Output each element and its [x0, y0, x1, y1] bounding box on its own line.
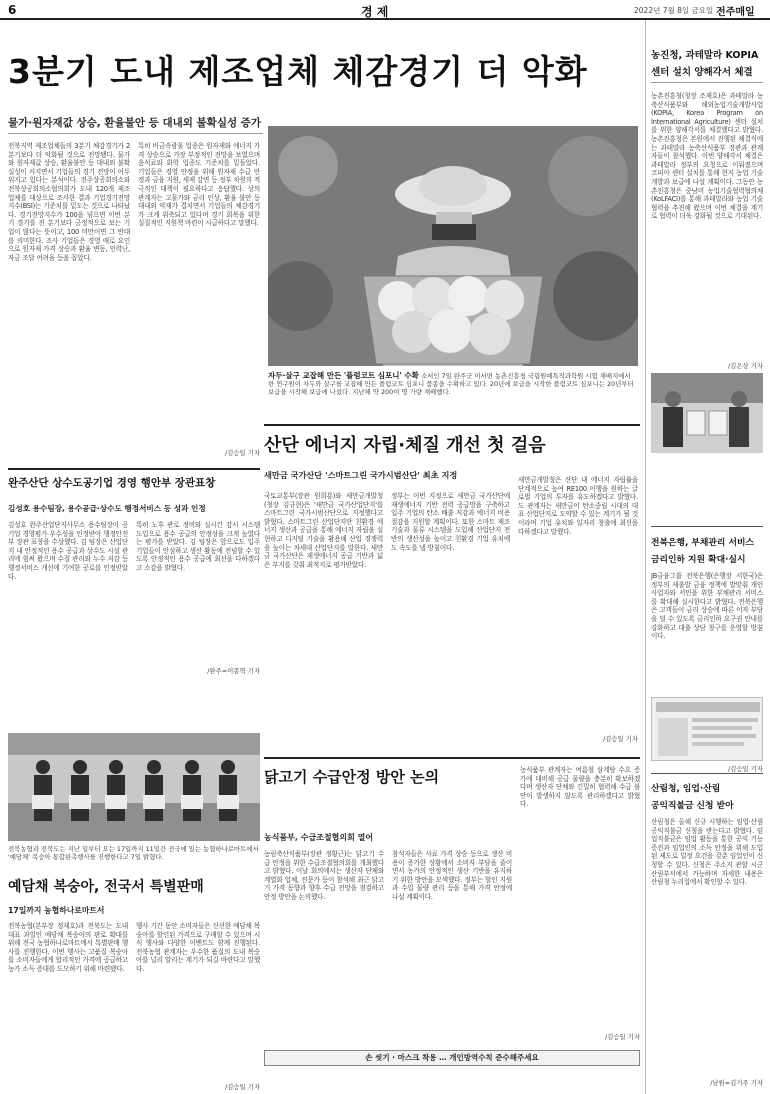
- chicken-subhead: 농식품부, 수급조절협의회 열어: [264, 833, 374, 842]
- energy-body-3: 새만금개발청은 산단 내 에너지 자립률을 단계적으로 높여 RE100 이행을 원하는 글로벌 기업의 투자를 유도하겠다고 밝혔다. 도 관계자는 새만금이 탄소중립 시대의 대표 산업단지로 도약할 수 있는 계기가 될 것이라며 기업 유치와 일자리 창출에 최선을 다하겠다고 말했다.: [518, 476, 638, 536]
- lead-byline: /김승일 기자: [224, 449, 260, 457]
- column-divider: [645, 20, 646, 1094]
- energy-byline: /김승일 기자: [602, 735, 638, 743]
- chicken-headline: 닭고기 수급안정 방안 논의: [264, 768, 440, 786]
- chicken-body-2: 참석자들은 사료 가격 상승 등으로 생산 비용이 증가한 상황에서 소비자 부담을 줄이면서 농가의 안정적인 생산 기반을 유지하기 위한 방안을 모색했다. 정부는 할인 지원과 수입 물량 관리 등을 통해 가격 안정에 나설 계획이다.: [392, 850, 512, 901]
- energy-body-1: 국토교통부(장관 원희룡)와 새만금개발청(청장 김규현)은 '새만금 국가산업단지'를 스마트그린 국가시범산단으로 지정했다고 밝혔다. 스마트그린 산업단지란 친환경 에너지 생산과 공급을 통해 에너지 자립을 실현하고 디지털 기술을 활용해 산업 경쟁력을 높이는 차세대 산업단지를 말한다. 새만금 국가산단은 재생에너지 공급 기반과 넓은 부지를 갖춰 최적지로 평가받았다.: [264, 492, 383, 569]
- bank-title-1: 전북은행, 부채관리 서비스: [651, 538, 754, 548]
- page-header: [0, 0, 770, 20]
- lead-subhead: 물가·원자재값 상승, 환율불안 등 대내외 불확실성 증가: [8, 117, 262, 129]
- harvest-caption-title: 자두·살구 교잡해 만든 '플럼코트 심포니' 수확: [268, 371, 419, 380]
- bank-poster: [651, 697, 763, 761]
- wanju-headline: 완주산단 상수도공기업 경영 행안부 장관표창: [8, 477, 216, 489]
- chicken-body-3: 농식품부 관계자는 여름철 삼계탕 수요 증가에 대비해 공급 물량을 충분히 확보하겠다며 생산자 단체와 긴밀히 협력해 수급 불안이 발생하지 않도록 관리하겠다고 밝혔다.: [520, 766, 640, 809]
- peach-headline: 예담채 복숭아, 전국서 특별판매: [8, 879, 204, 895]
- bank-byline: /김승일 기자: [727, 765, 763, 773]
- mou-signing-photo: [651, 373, 763, 453]
- harvest-photo: [268, 126, 638, 366]
- forest-body: 산림청은 올해 신규 시행하는 임업·산림 공익직불금 신청을 받는다고 밝혔다. 임업직불금은 임업 활동을 통한 공익 기능 증진과 임업인의 소득 안정을 위해 도입된 제도로 일정 요건을 갖춘 임업인이 신청할 수 있다. 신청은 주소지 관할 시군 산림부서에서 가능하며 자세한 내용은 산림청 누리집에서 확인할 수 있다.: [651, 818, 763, 887]
- harvest-caption-body: 소서인 7일 완주군 이서면 농촌진흥청 국립원예특작과학원 시험 재배지에서 한 연구원이 자두와 살구를 교잡해 만든 플럼코트 심포니 품종을 수확하고 있다. 20년에 보급을 시작한 플럼코트 심포니는 20년부터 보급을 시작해 보급에 나섰다. 지난해 약 200여 명 가량 재배했다.: [268, 372, 634, 397]
- divider: [8, 133, 263, 134]
- peach-promo-photo: [8, 733, 260, 841]
- lead-body-left: 전북지역 제조업체들의 3분기 체감경기가 2분기보다 더 악화될 것으로 전망됐다. 물가와 원자재값 상승, 환율불안 등 대내외 불확실성이 커지면서 기업들의 경기 전망이 어두워지고 있다는 분석이다. 전주상공회의소와 전북상공회의소협의회가 도내 120개 제조업체를 대상으로 조사한 결과 기업경기전망지수(BSI)는 기준치를 밑도는 것으로 나타났다. 경기전망지수가 100을 넘으면 이번 분기 경기를 전 분기보다 긍정적으로 보는 기업이 많다는 뜻이고, 100 미만이면 그 반대를 의미한다. 조사 기업들은 경영 애로 요인으로 원자재 가격 상승과 환율 변동, 인력난, 자금 조달 어려움 등을 꼽았다.: [8, 142, 130, 262]
- issue-date: 2022년 7월 8일 금요일: [634, 6, 714, 15]
- wanju-body-left: 김성호 완주산업단지사무소 용수팀장이 공기업 경영평가 우수성을 인정받아 행정안전부 장관 표창을 수상했다. 김 팀장은 산업단지 내 안정적인 용수 공급과 상수도 시설 관리에 힘써 왔으며 수질 관리와 누수 저감 등 행정서비스 개선에 기여한 공로를 인정받았다.: [8, 521, 128, 581]
- page-number: 6: [8, 3, 17, 17]
- bank-title-2: 금리인하 지원 확대·실시: [651, 555, 746, 565]
- peach-byline: /김승일 기자: [224, 1083, 260, 1091]
- energy-headline: 산단 에너지 자립·체질 개선 첫 걸음: [264, 435, 546, 456]
- divider: [8, 468, 260, 470]
- divider: [651, 773, 763, 774]
- kopia-title-2: 센터 설치 양해각서 체결: [651, 67, 753, 78]
- harvest-caption: [268, 372, 638, 420]
- orchard-scene: [268, 126, 638, 366]
- peach-subhead: 17일까지 농협하나로마트서: [8, 906, 105, 915]
- newspaper-name: 전주매일: [716, 7, 755, 18]
- peach-body-left: 전북농협(본부장 정재호)과 전북도는 도내 대표 과일인 예담채 복숭아의 판로 확대를 위해 전국 농협하나로마트에서 특별판매 행사를 진행한다. 이번 행사는 고품질 복숭아를 소비자들에게 합리적인 가격에 공급하고 농가 소득 증대를 도모하기 위해 마련됐다.: [8, 922, 128, 973]
- peach-body-right: 행사 기간 동안 소비자들은 신선한 예담채 복숭아를 할인된 가격으로 구매할 수 있으며 시식 행사와 다양한 이벤트도 함께 진행된다. 전북농협 관계자는 우수한 품질의 도내 복숭아를 널리 알리는 계기가 되길 바란다고 말했다.: [136, 922, 260, 973]
- wanju-subhead: 김성호 용수팀장, 용수공급·상수도 행정서비스 등 성과 인정: [8, 504, 206, 513]
- divider: [264, 424, 640, 426]
- kopia-byline: /김은상 기자: [727, 362, 763, 370]
- energy-body-2: 정부는 이번 지정으로 새만금 국가산단에 재생에너지 기반 전력 공급망을 구축하고 입주 기업의 탄소 배출 저감과 에너지 비용 절감을 지원할 계획이다. 또한 스마트 제조 기술과 물류 시스템을 도입해 산업단지 전반의 생산성을 높이고 친환경 기업 유치에도 속도를 낼 방침이다.: [391, 492, 510, 552]
- kopia-body: 농촌진흥청(청장 조재호)은 과테말라 농축산식품부와 해외농업기술개발사업(KOPIA, Korea Program on International Agriculture) 센터 설치를 위한 양해각서를 체결했다고 밝혔다. 농촌진흥청은 본원에서 진행된 체결식에는 과테말라 농축산식품부 장관과 관계자들이 참석했다. 이번 양해각서 체결은 과테말라 정부의 요청으로 이뤄졌으며 코피아 센터 설치를 통해 현지 농업 기술 개발과 보급에 나설 계획이다. 그동안 농촌진흥청은 중남미 농업기술협력협의체(KoLFACI)를 통해 과테말라와 농업 기술 협력을 추진해 왔으며 이번 체결을 계기로 협력이 더욱 강화될 것으로 기대된다.: [651, 92, 763, 221]
- quarantine-banner: 손 씻기 · 마스크 착용 … 개인방역수칙 준수해주세요: [264, 1050, 640, 1066]
- divider: [651, 526, 763, 527]
- bank-body: JB금융그룹 전북은행(은행장 서한국)은 정부의 새출발 금융 정책에 발맞춰 개인사업자와 서민을 위한 부채관리 서비스를 확대해 실시한다고 밝혔다. 전북은행은 고객들이 금리 상승에 따른 이자 부담을 덜 수 있도록 금리인하 요구권 안내를 강화하고 대출 상담 창구를 운영할 방침이다.: [651, 572, 763, 641]
- forest-byline: /남원=김기주 기자: [710, 1079, 763, 1087]
- kopia-title-1: 농진청, 과테말라 KOPIA: [651, 50, 759, 61]
- chicken-byline: /김승일 기자: [604, 1033, 640, 1041]
- section-title: 경 제: [361, 5, 389, 19]
- forest-title-2: 공익직불금 신청 받아: [651, 801, 734, 811]
- lead-body-mid: 특히 비금속광물 업종은 원자재와 에너지 가격 상승으로 가장 부정적인 전망을 보였으며 음식료와 화학 업종도 기준치를 밑돌았다. 기업들은 경영 안정을 위해 원자재 수급 안정과 금융 지원, 세제 감면 등 정부 차원의 적극적인 대책이 필요하다고 응답했다. 상의 관계자는 고물가와 금리 인상, 환율 불안 등 대내외 악재가 겹치면서 기업들의 체감경기가 크게 위축되고 있다며 경기 회복을 위한 실질적인 지원책 마련이 시급하다고 말했다.: [138, 142, 260, 228]
- forest-title-1: 산림청, 임업·산림: [651, 784, 721, 794]
- chicken-body-1: 농림축산식품부(장관 정황근)는 닭고기 수급 안정을 위한 수급조절협의회를 개최했다고 밝혔다. 이날 회의에서는 생산자 단체와 계열화 업체, 전문가 등이 참석해 최근 닭고기 가격 동향과 향후 수급 전망을 점검하고 안정 방안을 논의했다.: [264, 850, 384, 901]
- energy-subhead: 새만금 국가산단 '스마트그린 국가시범산단' 최초 지정: [264, 470, 458, 480]
- wanju-body-right: 특히 노후 관로 정비와 실시간 감시 시스템 도입으로 용수 공급의 안정성을 크게 높였다는 평가를 받았다. 김 팀장은 앞으로도 입주 기업들이 안심하고 생산 활동에 전념할 수 있도록 안정적인 용수 공급에 최선을 다하겠다고 소감을 밝혔다.: [136, 521, 260, 572]
- promo-scene: [8, 733, 260, 841]
- peach-photo-caption: 전북농협과 전북도는 지난 일부터 오는 17일까지 11일간 전국에 있는 농협하나로마트에서 '예담채' 복숭아 통합판촉행사를 진행한다고 7일 밝혔다.: [8, 845, 259, 862]
- poster-graphic: [652, 698, 763, 761]
- divider: [651, 82, 763, 83]
- mou-scene: [651, 373, 763, 453]
- wanju-byline: /완주=이종혁 기자: [207, 667, 260, 675]
- lead-headline: 3분기 도내 제조업체 체감경기 더 악화: [8, 52, 588, 91]
- divider: [264, 757, 640, 759]
